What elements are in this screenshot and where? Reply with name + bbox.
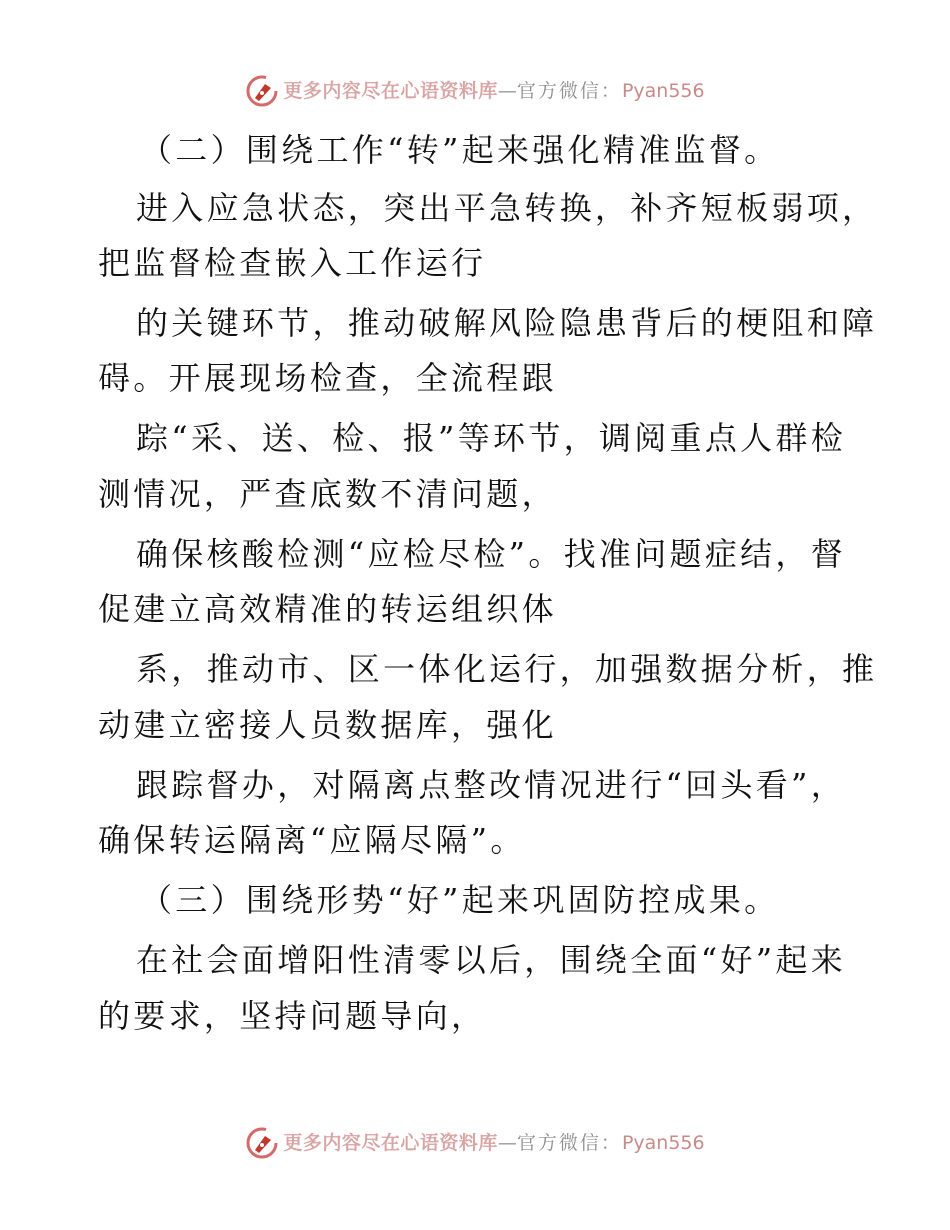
- watermark-separator: —: [497, 80, 517, 102]
- pen-nib-logo-icon: [245, 1126, 279, 1160]
- paragraph-line: 碍。开展现场检查，全流程跟: [98, 359, 557, 397]
- pen-nib-logo-icon: [245, 74, 279, 108]
- paragraph-line: 动建立密接人员数据库，强化: [98, 706, 557, 744]
- watermark-wechat-id: Pyan556: [621, 1132, 705, 1154]
- paragraph-line: 踪“采、送、检、报”等环节，调阅重点人群检: [136, 419, 847, 457]
- paragraph-line: 确保转运隔离“应隔尽隔”。: [98, 821, 526, 859]
- watermark-main-text: 更多内容尽在心语资料库: [283, 80, 498, 102]
- watermark-footer: [0, 1126, 950, 1160]
- paragraph-line: 确保核酸检测“应检尽检”。找准问题症结，督: [136, 535, 847, 573]
- paragraph-line: 进入应急状态，突出平急转换，补齐短板弱项，: [136, 189, 878, 227]
- watermark-official-label: 官方微信：: [516, 80, 622, 102]
- section-heading-3: （三）围绕形势“好”起来巩固防控成果。: [140, 881, 780, 919]
- paragraph-line: 系，推动市、区一体化运行，加强数据分析，推: [136, 650, 878, 688]
- watermark-main-text: 更多内容尽在心语资料库: [283, 1132, 498, 1154]
- paragraph-line: 跟踪督办，对隔离点整改情况进行“回头看”，: [136, 766, 847, 804]
- paragraph-line: 促建立高效精准的转运组织体: [98, 590, 557, 628]
- section-heading-2: （二）围绕工作“转”起来强化精准监督。: [140, 131, 780, 169]
- watermark-wechat-id: Pyan556: [621, 80, 705, 102]
- paragraph-line: 的关键环节，推动破解风险隐患背后的梗阻和障: [136, 304, 878, 342]
- paragraph-line: 把监督检查嵌入工作运行: [98, 244, 487, 282]
- watermark-official-label: 官方微信：: [516, 1132, 622, 1154]
- paragraph-line: 测情况，严查底数不清问题，: [98, 475, 557, 513]
- paragraph-line: 在社会面增阳性清零以后，围绕全面“好”起来: [136, 941, 847, 979]
- paragraph-line: 的要求，坚持问题导向，: [98, 997, 487, 1035]
- watermark-header: [0, 74, 950, 108]
- watermark-separator: —: [497, 1132, 517, 1154]
